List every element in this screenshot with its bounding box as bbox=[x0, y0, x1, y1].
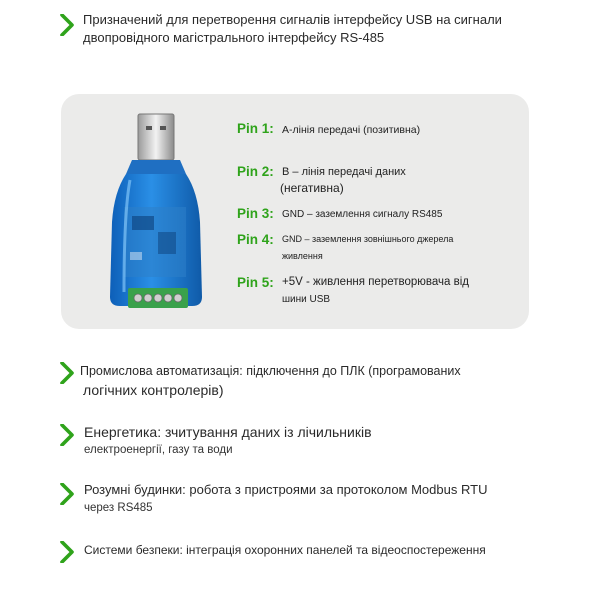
use-energy-line-1: Енергетика: зчитування даних із лічильників bbox=[84, 424, 372, 440]
chevron-right-icon bbox=[60, 541, 74, 563]
pin-2-desc-2: (негативна) bbox=[280, 181, 344, 195]
chevron-right-icon bbox=[60, 14, 74, 36]
pin-2-desc-1: B – лінія передачі даних bbox=[282, 166, 406, 178]
use-energy bbox=[84, 422, 580, 458]
pin-4-label: Pin 4: bbox=[237, 232, 274, 247]
use-smart-home-line-2: через RS485 bbox=[84, 502, 153, 514]
chevron-right-icon bbox=[60, 424, 74, 446]
use-smart-home bbox=[84, 481, 580, 516]
pin-1-desc: A-лінія передачі (позитивна) bbox=[282, 124, 421, 136]
pin-3-label: Pin 3: bbox=[237, 206, 274, 221]
pin-4-desc-2: живлення bbox=[282, 251, 323, 261]
pin-5-desc-2: шини USB bbox=[282, 294, 331, 305]
use-smart-home-line-1: Розумні будинки: робота з пристроями за протоколом Modbus RTU bbox=[84, 482, 488, 497]
usb-rs485-converter-image bbox=[98, 112, 213, 317]
use-energy-line-2: електроенергії, газу та води bbox=[84, 444, 233, 456]
pin-1-label: Pin 1: bbox=[237, 121, 274, 136]
use-industrial-line-2: логічних контролерів) bbox=[83, 382, 224, 398]
intro-line-2: двопровідного магістрального інтерфейсу RS-485 bbox=[83, 30, 385, 45]
use-industrial-line-1: Промислова автоматизація: підключення до ПЛК (програмованих bbox=[80, 364, 461, 378]
pin-5-desc-1: +5V - живлення перетворювача від bbox=[282, 276, 469, 288]
intro-text bbox=[83, 11, 580, 47]
use-security-line-1: Системи безпеки: інтеграція охоронних панелей та відеоспостереження bbox=[84, 543, 486, 557]
pin-3-desc: GND – заземлення сигналу RS485 bbox=[282, 209, 443, 220]
pin-5-label: Pin 5: bbox=[237, 275, 274, 290]
use-industrial bbox=[80, 362, 580, 400]
intro-line-1: Призначений для перетворення сигналів інтерфейсу USB на сигнали bbox=[83, 12, 502, 27]
chevron-right-icon bbox=[60, 362, 74, 384]
pin-2-label: Pin 2: bbox=[237, 164, 274, 179]
use-security bbox=[84, 541, 580, 559]
chevron-right-icon bbox=[60, 483, 74, 505]
pin-4-desc-1: GND – заземлення зовнішнього джерела bbox=[282, 234, 454, 244]
